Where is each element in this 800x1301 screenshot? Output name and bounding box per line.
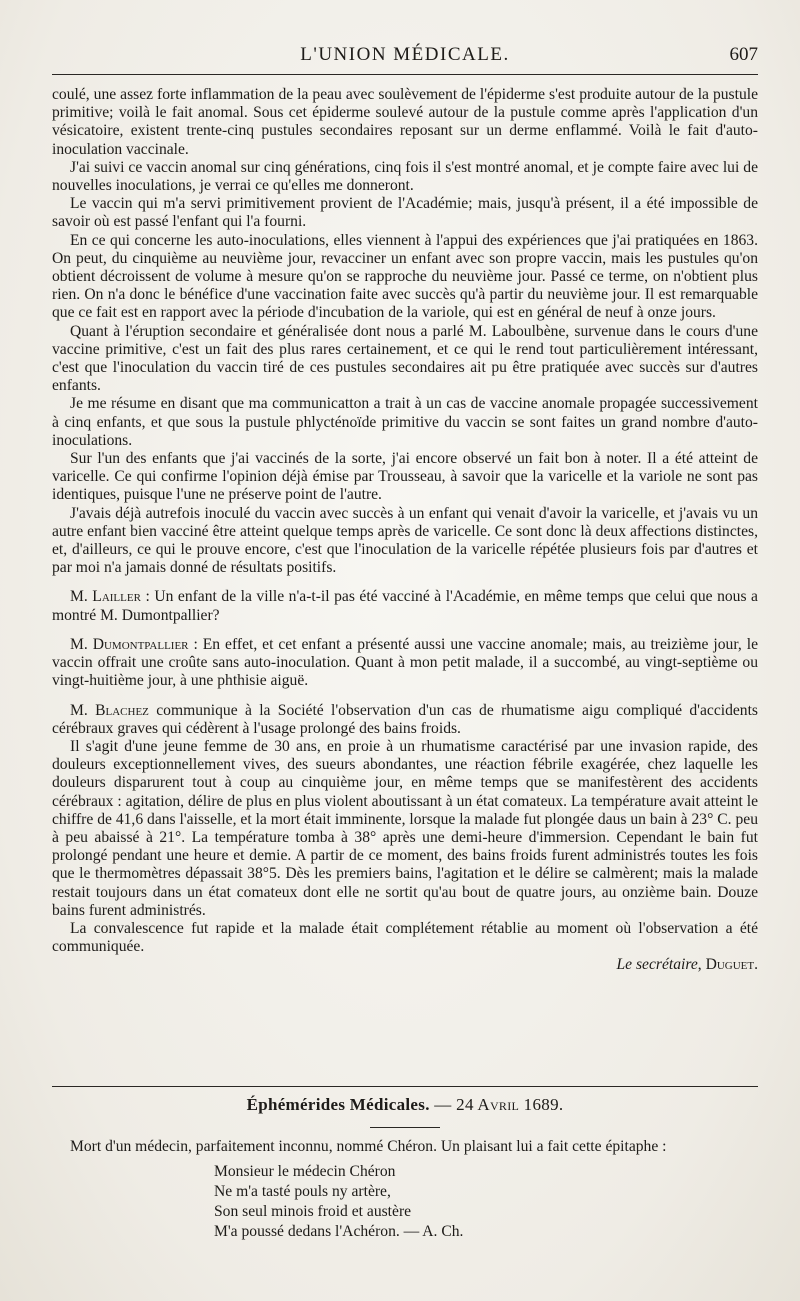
signature: Le secrétaire, Duguet.: [616, 956, 758, 974]
discussion-remark: [52, 588, 758, 624]
paragraph: J'avais déjà autrefois inoculé du vaccin avec succès à un enfant qui venait d'avoir la varicelle, et j'avais vu un autre enfant bien vacciné être atteint quelque temps après de varicelle. Ce sont donc là deux affections distinctes, et, d'ailleurs, ce qui le prouve encore, c'est que l'inoculation de la varicelle répétée plusieurs fois par d'autres et par moi n'a jamais donné de résultats positifs.: [52, 504, 758, 577]
paragraph: coulé, une assez forte inflammation de la peau avec soulèvement de l'épiderme s'est produite autour de la pustule primitive; voilà le fait anomal. Sous cet épiderme soulevé autour de la pustule comme après l'application d'un vésicatoire, existent trente-cinq pustules secondaires reposant sur un derme enflammé. Voilà le fait d'auto-inoculation vaccinale.: [52, 86, 758, 158]
short-rule: [370, 1127, 440, 1128]
page-header: [52, 42, 758, 70]
poem-line: Ne m'a tasté pouls ny artère,: [214, 1183, 391, 1201]
communication-intro: [52, 702, 758, 738]
speaker-name: M. Lailler: [70, 588, 141, 606]
section-title: [52, 1096, 758, 1115]
paragraph: Sur l'un des enfants que j'ai vaccinés de la sorte, j'ai encore observé un fait bon à noter. Il a été atteint de varicelle. Ce qui confirme l'opinion déjà émise par Trousseau, à savoir que la varicelle et la variole ne sont pas identiques, puisque l'une ne préserve point de l'autre.: [52, 450, 758, 504]
paragraph: J'ai suivi ce vaccin anomal sur cinq générations, cinq fois il s'est montré anomal, et je compte faire avec lui de nouvelles inoculations, je verrai ce qu'elles me donneront.: [52, 158, 758, 195]
article-body: [52, 86, 758, 975]
section-title-date: — 24 Avril 1689.: [429, 1095, 564, 1114]
discussion-remark: [52, 636, 758, 691]
paragraph: Le vaccin qui m'a servi primitivement provient de l'Académie; mais, jusqu'à présent, il a été impossible de savoir où est passé l'enfant qui l'a fourni.: [52, 195, 758, 231]
ephemerides-section: [52, 1096, 758, 1242]
communication-text: communique à la Société l'observation d'un cas de rhumatisme aigu compliqué d'accidents cérébraux graves qui cédèrent à l'usage prolongé des bains froids.: [52, 701, 758, 737]
paragraph: Je me résume en disant que ma communicatton a trait à un cas de vaccine anomale propagée successivement à cinq enfants, et que sous la pustule phlycténoïde primitive du vaccin se sont faites un grand nombre d'auto-inoculations.: [52, 395, 758, 449]
header-rule: [52, 74, 758, 75]
speaker-name: M. Blachez: [70, 701, 149, 719]
poem-line: M'a poussé dedans l'Achéron. — A. Ch.: [214, 1223, 464, 1241]
section-rule: [52, 1086, 758, 1087]
section-title-main: Éphémérides Médicales.: [246, 1095, 430, 1114]
page-number: 607: [729, 44, 758, 65]
paragraph: Quant à l'éruption secondaire et généralisée dont nous a parlé M. Laboulbène, survenue dans le cours d'une vaccine primitive, c'est un fait des plus rares certainement, et ce qui le rend tout particulièrement intéressant, c'est que l'inoculation du vaccin tiré de ces pustules secondaires ait pu être pratiquée avec succès sur d'autres enfants.: [52, 322, 758, 395]
remark-text: : Un enfant de la ville n'a-t-il pas été vacciné à l'Académie, en même temps que celui que nous a montré M. Dumontpallier?: [52, 588, 758, 624]
paragraph-text: La convalescence fut rapide et la malade était complétement rétablie au moment où l'observation a été communiquée.: [52, 919, 758, 956]
ephemerides-intro: Mort d'un médecin, parfaitement inconnu, nommé Chéron. Un plaisant lui a fait cette épitaphe :: [70, 1137, 667, 1155]
running-title: L'UNION MÉDICALE.: [300, 44, 510, 65]
signature-name: Duguet.: [705, 956, 758, 974]
signature-role: Le secrétaire: [616, 956, 698, 974]
speaker-name: M. Dumontpallier: [70, 635, 189, 653]
poem-line: Monsieur le médecin Chéron: [214, 1163, 396, 1181]
paragraph: En ce qui concerne les auto-inoculations, elles viennent à l'appui des expériences que j'ai pratiquées en 1863. On peut, du cinquième au neuvième jour, revacciner un enfant avec son propre vaccin, mais les pustules qu'on obtient décroissent de volume à mesure qu'on se rapproche du neuvième jour. Passé ce terme, on n'obtient plus rien. On n'a donc le bénéfice d'une vaccination faite avec succès qu'à partir du neuvième jour. Il est remarquable que ce fait est en rapport avec la période d'incubation de la variole, qui est en général de neuf à onze jours.: [52, 231, 758, 322]
remark-text: : En effet, et cet enfant a présenté aussi une vaccine anomale; mais, au treizième jour, le vaccin offrait une croûte sans auto-inoculation. Quant à mon petit malade, il a succombé, au vingt-septième ou vingt-huitième jour, à une phthisie aiguë.: [52, 635, 758, 690]
paragraph: Il s'agit d'une jeune femme de 30 ans, en proie à un rhumatisme caractérisé par une invasion rapide, des douleurs exceptionnellement vives, des sueurs abondantes, une réaction fébrile exagérée, chez laquelle les douleurs disparurent tout à coup au cinquième jour, en même temps que se manifestèrent des accidents cérébraux : agitation, délire de plus en plus violent aboutissant à un état comateux. La température avait atteint le chiffre de 41,6 dans l'aisselle, et la mort était imminente, lorsque la malade fut plongée daus un bain à 23° C. peu à peu abaissé à 21°. La température tomba à 38° après une demi-heure d'immersion. Cependant le bain fut prolongé pendant une heure et demie. A partir de ce moment, des bains froids furent administrés toutes les fois que le thermomètres dépassait 38°5. Dès les premiers bains, l'agitation et le délire se calmèrent; mais la malade restait toujours dans un état comateux dont elle ne sortit qu'au bout de quatre jours, au onzième bain. Douze bains furent administrés.: [52, 737, 758, 919]
epitaph-poem: [214, 1162, 758, 1242]
paragraph: [52, 920, 758, 956]
poem-line: Son seul minois froid et austère: [214, 1203, 412, 1221]
